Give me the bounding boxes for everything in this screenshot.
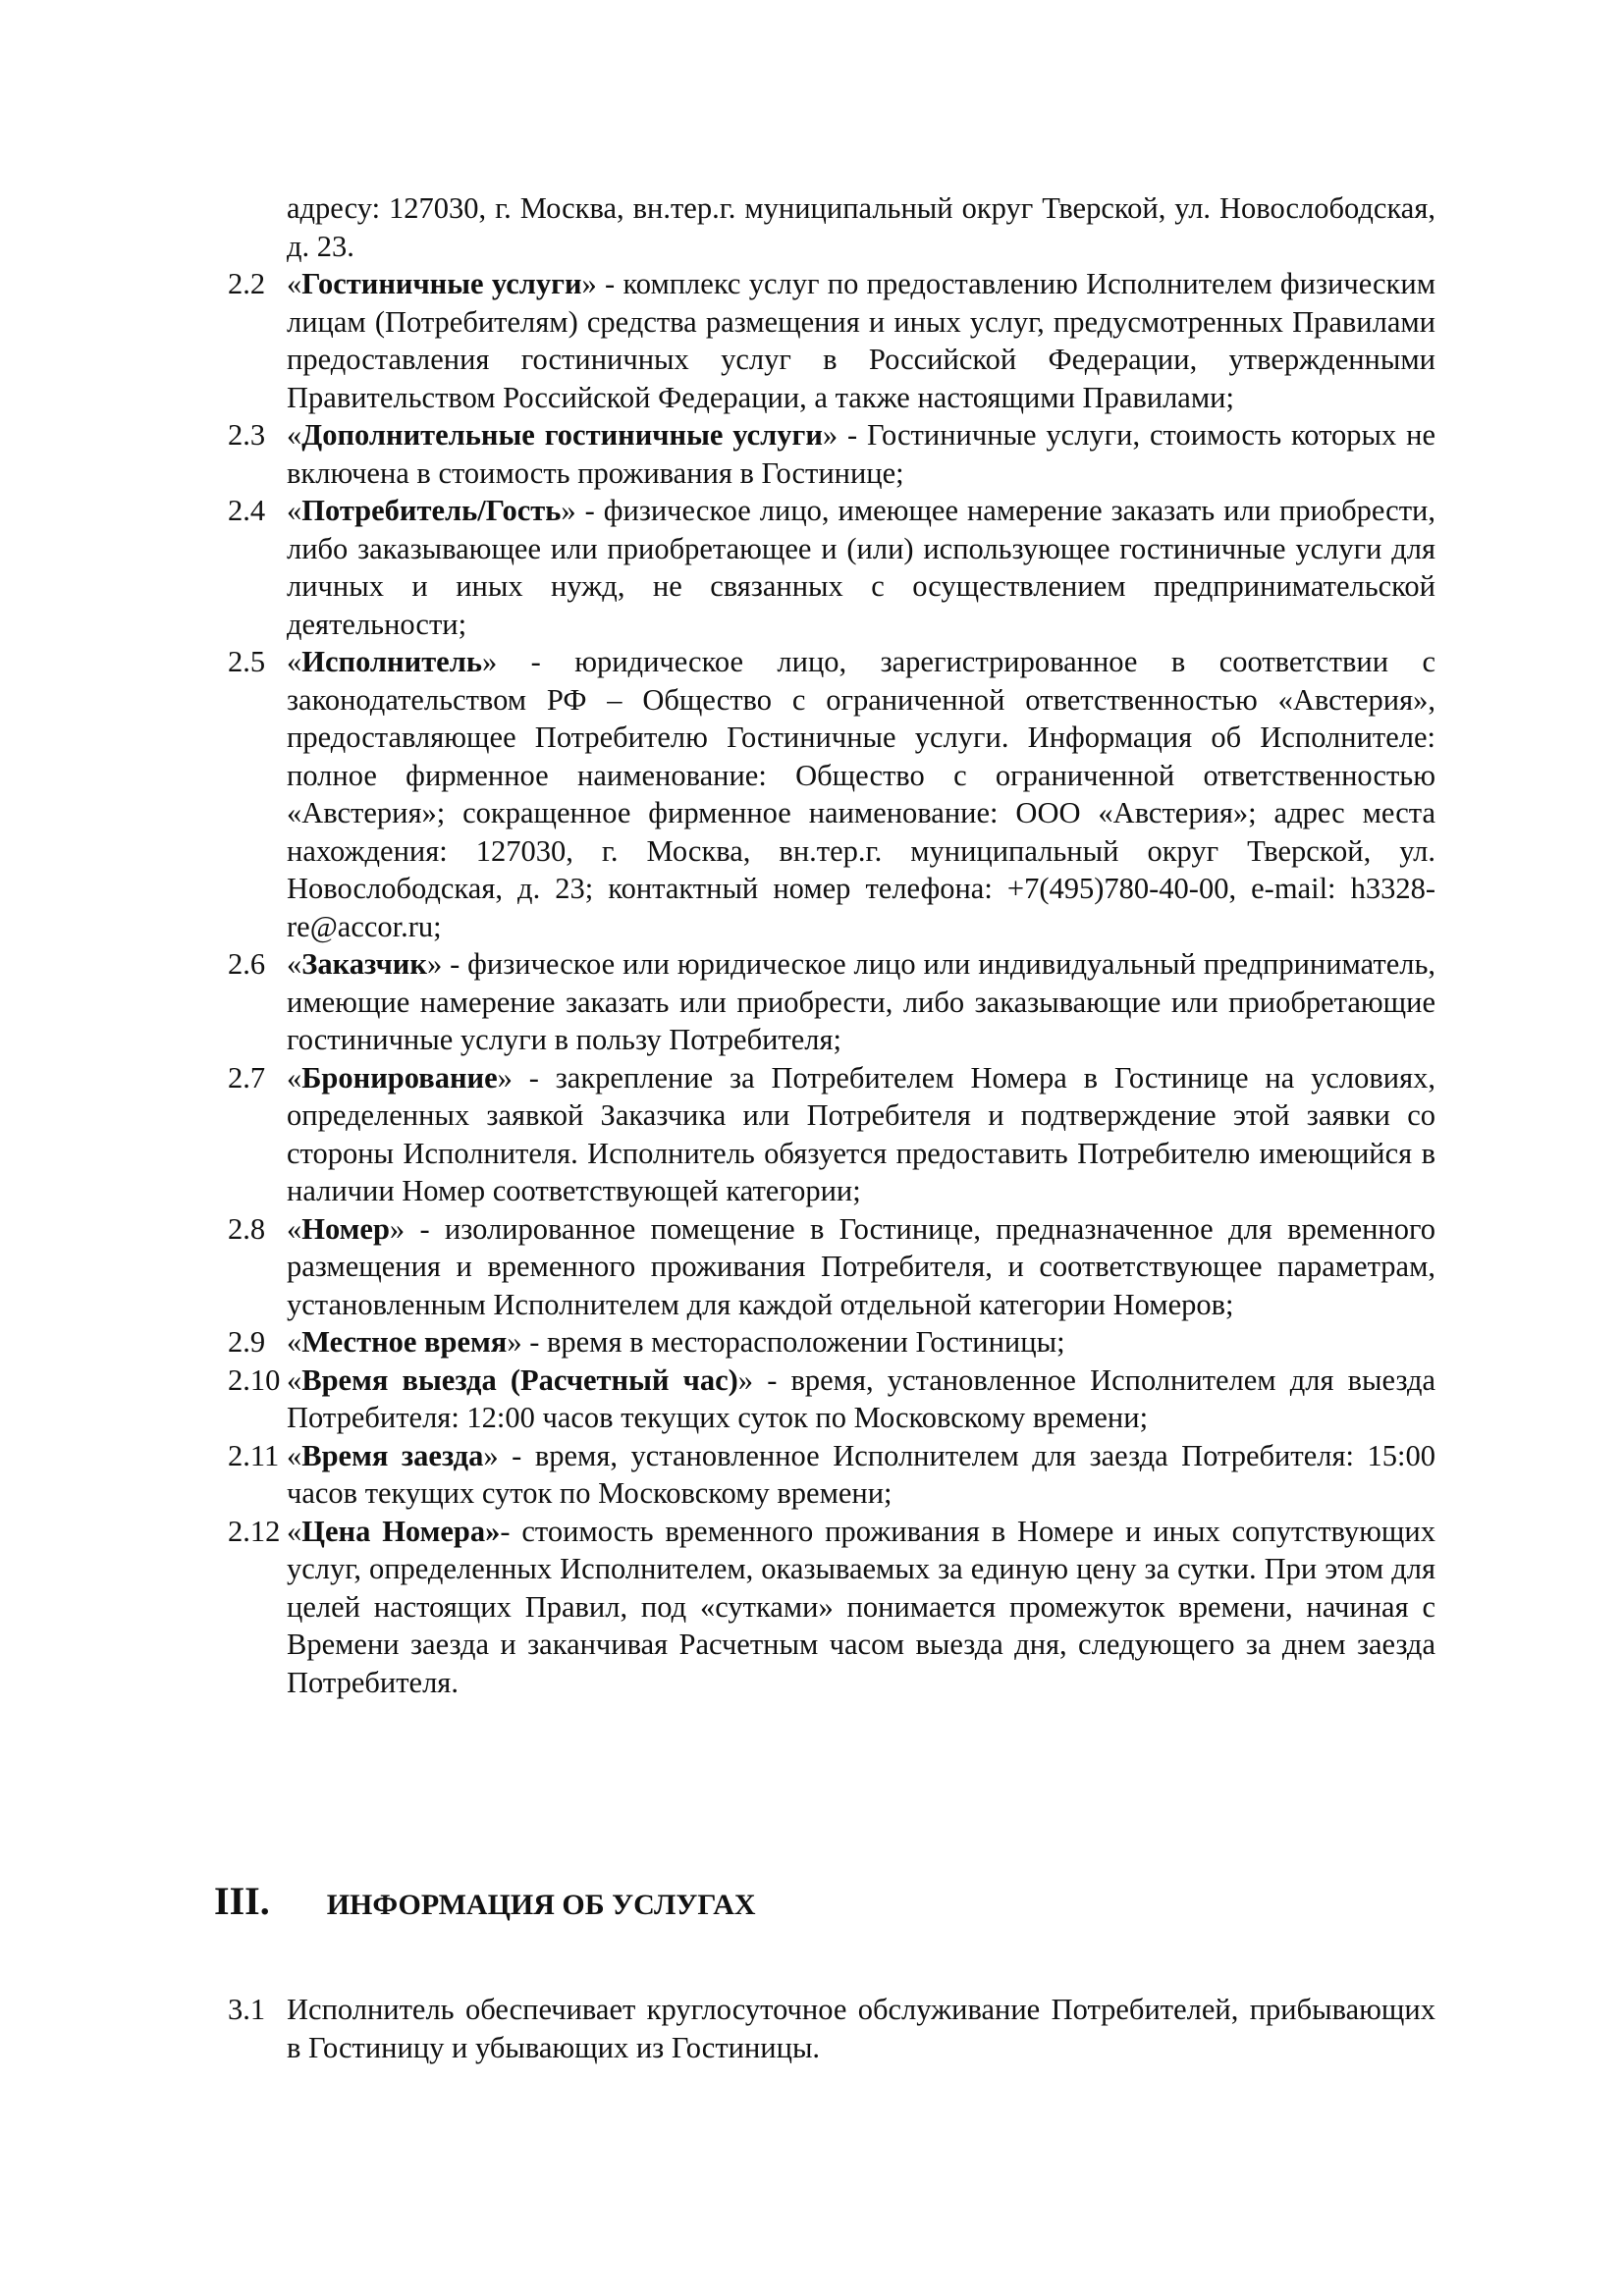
item-number: 2.8 — [228, 1211, 266, 1246]
item-text — [287, 416, 1435, 492]
item-text — [287, 492, 1435, 643]
section-title: ИНФОРМАЦИЯ ОБ УСЛУГАХ — [326, 1889, 756, 1921]
quote-open: « — [287, 1438, 302, 1472]
definition-item — [228, 1437, 1435, 1513]
defined-term: Заказчик — [301, 947, 427, 981]
definition-item — [228, 1513, 1435, 1702]
services-list — [228, 1991, 1435, 2066]
definition-item — [228, 492, 1435, 643]
definitions-block — [228, 189, 1435, 1701]
item-number: 2.10 — [228, 1362, 281, 1397]
definition-text: » - физическое или юридическое лицо или индивидуальный предприниматель, имеющие намерение заказать или приобрести, либо заказывающие или приобретающие гостиничные услуги в пользу Потребителя; — [287, 947, 1435, 1056]
item-number: 2.5 — [228, 645, 266, 678]
service-text: Исполнитель обеспечивает круглосуточное обслуживание Потребителей, прибывающих в Гостиницу и убывающих из Гостиницы. — [287, 1993, 1435, 2064]
intro-paragraph: адресу: 127030, г. Москва, вн.тер.г. муниципальный округ Тверской, ул. Новослободская, д. 23. — [287, 191, 1435, 263]
item-text — [287, 265, 1435, 416]
quote-open: « — [287, 645, 302, 678]
defined-term: Дополнительные гостиничные услуги — [301, 418, 823, 452]
definition-text: » - юридическое лицо, зарегистрированное в соответствии с законодательством РФ – Общество с ограниченной ответственностью «Австерия», предоставляющее Потребителю Гостиничные услуги. Информация об Исполнителе: полное фирменное наименование: Общество с ограниченной ответственностью «Австерия»; сокращенное фирменное наименование: ООО «Австерия»; адрес места нахождения: 127030, г. Москва, вн.тер.г. муниципальный округ Тверской, ул. Новослободская, д. 23; контактный номер телефона: +7(495)780-40-00, e-mail: h3328-re@accor.ru; — [287, 645, 1435, 943]
definition-text: » - время в месторасположении Гостиницы; — [507, 1325, 1065, 1359]
service-item — [228, 1991, 1435, 2066]
item-number: 2.7 — [228, 1060, 266, 1095]
quote-open: « — [287, 1362, 302, 1397]
item-text — [287, 1210, 1435, 1324]
quote-open: « — [287, 1060, 302, 1095]
definition-text: » - время, установленное Исполнителем для заезда Потребителя: 15:00 часов текущих суток по Московскому времени; — [287, 1438, 1435, 1510]
item-text — [287, 1362, 1435, 1437]
definition-item — [228, 1059, 1435, 1210]
item-number: 2.6 — [228, 947, 266, 981]
quote-open: « — [287, 418, 302, 452]
definition-item — [228, 1210, 1435, 1324]
defined-term: Местное время — [301, 1325, 508, 1359]
item-number: 2.3 — [228, 418, 266, 452]
definition-item — [228, 416, 1435, 492]
definition-item — [228, 1362, 1435, 1437]
item-text — [287, 643, 1435, 945]
definition-item — [228, 643, 1435, 945]
item-number: 3.1 — [228, 1993, 266, 2026]
item-text — [287, 1323, 1435, 1362]
defined-term: Номер — [301, 1211, 390, 1246]
item-text — [287, 1059, 1435, 1210]
item-text — [287, 1513, 1435, 1702]
defined-term: Исполнитель — [301, 645, 482, 678]
definition-item — [228, 1323, 1435, 1362]
item-number: 2.9 — [228, 1325, 266, 1359]
quote-open: « — [287, 494, 302, 527]
item-number: 2.11 — [228, 1438, 280, 1472]
item-text — [287, 945, 1435, 1059]
section-heading — [214, 1878, 756, 1924]
definition-item — [228, 265, 1435, 416]
defined-term: Цена Номера» — [301, 1514, 501, 1548]
item-number: 2.2 — [228, 267, 266, 300]
defined-term: Время выезда (Расчетный час) — [301, 1362, 738, 1397]
item-number: 2.4 — [228, 494, 266, 527]
definition-text: » - изолированное помещение в Гостинице, предназначенное для временного размещения и временного проживания Потребителя, и соответствующее параметрам, установленным Исполнителем для каждой отдельной категории Номеров; — [287, 1211, 1435, 1321]
defined-term: Бронирование — [301, 1060, 498, 1095]
definition-text: - стоимость временного проживания в Номере и иных сопутствующих услуг, определенных Исполнителем, оказываемых за единую цену за сутки. При этом для целей настоящих Правил, под «сутками» понимается промежуток времени, начиная с Времени заезда и заканчивая Расчетным часом выезда дня, следующего за днем заезда Потребителя. — [287, 1514, 1435, 1699]
definition-text: » - закрепление за Потребителем Номера в Гостинице на условиях, определенных заявкой Заказчика или Потребителя и подтверждение этой заявки со стороны Исполнителя. Исполнитель обязуется предоставить Потребителю имеющийся в наличии Номер соответствующей категории; — [287, 1060, 1435, 1207]
definition-text: » - комплекс услуг по предоставлению Исполнителем физическим лицам (Потребителям) средства размещения и иных услуг, предусмотренных Правилами предоставления гостиничных услуг в Российской Федерации, утвержденными Правительством Российской Федерации, а также настоящими Правилами; — [287, 267, 1435, 414]
defined-term: Гостиничные услуги — [301, 267, 582, 300]
section-number: III. — [214, 1879, 270, 1923]
quote-open: « — [287, 267, 302, 300]
item-text — [287, 1437, 1435, 1513]
quote-open: « — [287, 947, 302, 981]
definition-item — [228, 945, 1435, 1059]
defined-term: Потребитель/Гость — [301, 494, 562, 527]
item-number: 2.12 — [228, 1514, 281, 1548]
definitions-list — [228, 265, 1435, 1701]
definition-text: » - физическое лицо, имеющее намерение заказать или приобрести, либо заказывающее или приобретающее и (или) использующее гостиничные услуги для личных и иных нужд, не связанных с осуществлением предпринимательской деятельности; — [287, 494, 1435, 641]
defined-term: Время заезда — [301, 1438, 484, 1472]
quote-open: « — [287, 1514, 302, 1548]
definition-text: » - время, установленное Исполнителем для выезда Потребителя: 12:00 часов текущих суток по Московскому времени; — [287, 1362, 1435, 1434]
definition-text: » - Гостиничные услуги, стоимость которых не включена в стоимость проживания в Гостинице; — [287, 418, 1435, 490]
quote-open: « — [287, 1325, 302, 1359]
quote-open: « — [287, 1211, 302, 1246]
